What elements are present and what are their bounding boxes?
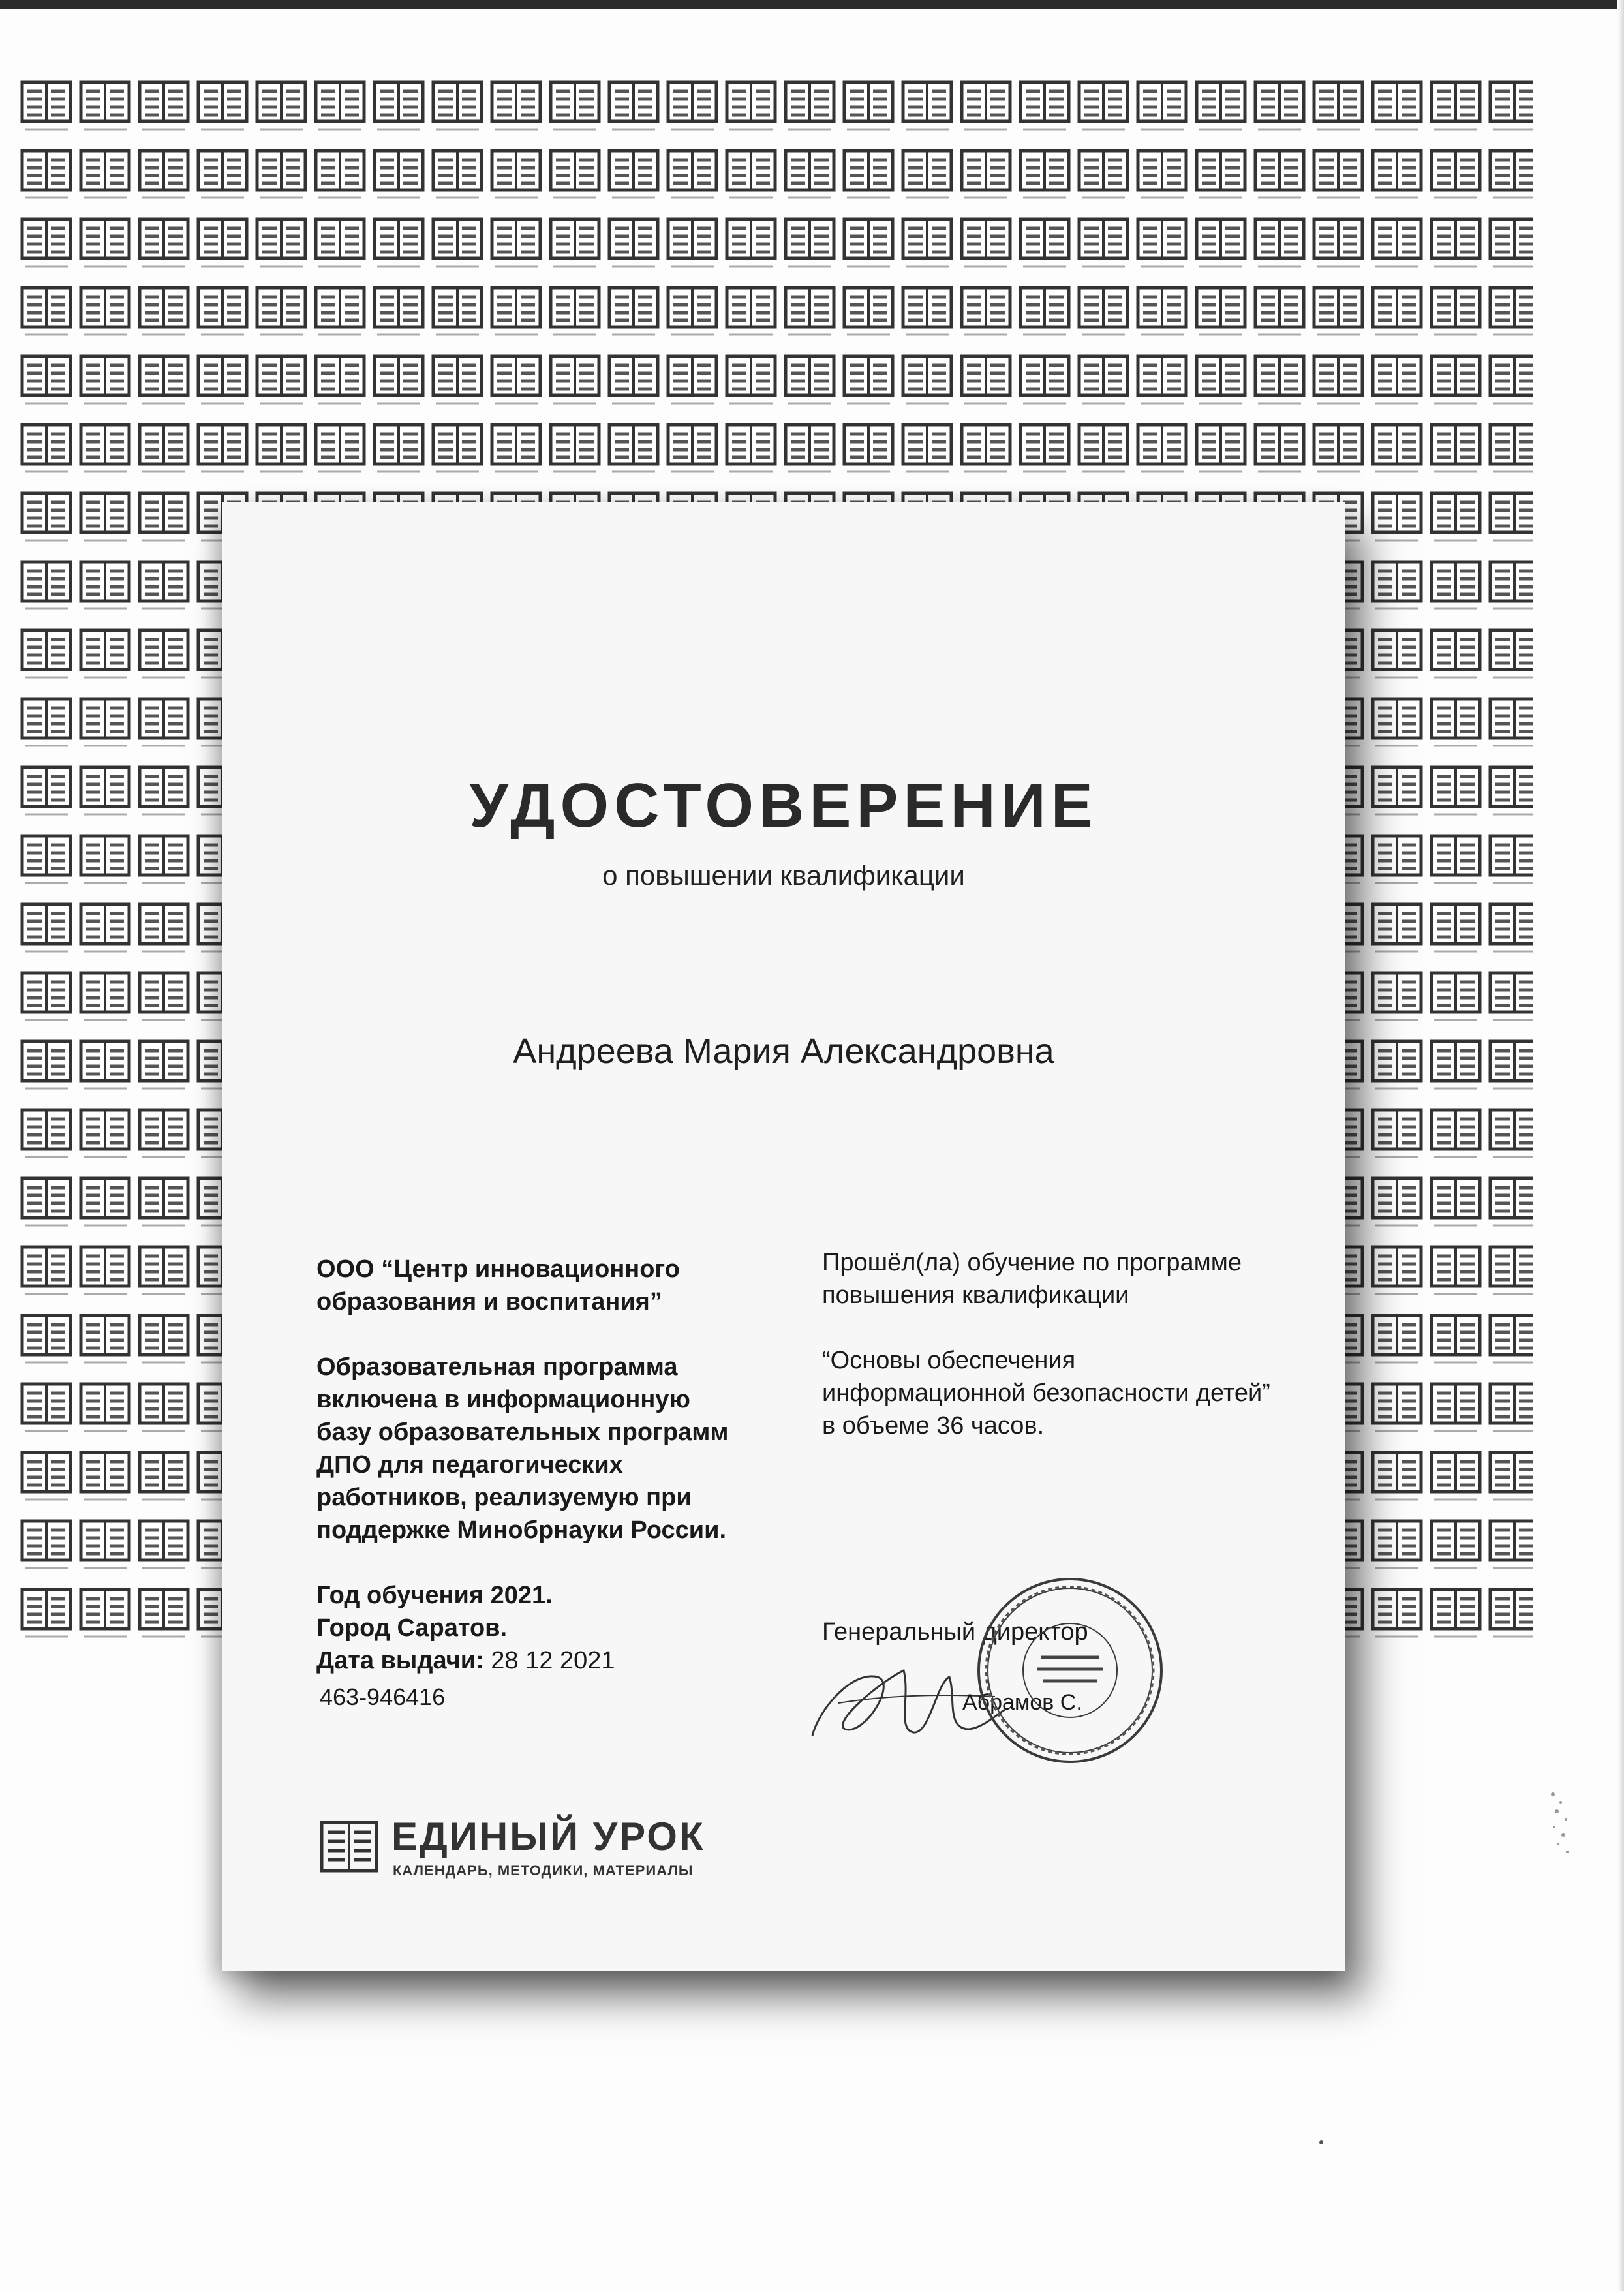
logo-name: ЕДИНЫЙ УРОК — [391, 1815, 705, 1858]
issue-date-label: Дата выдачи: — [316, 1647, 484, 1674]
certificate-title: УДОСТОВЕРЕНИЕ — [469, 771, 1098, 840]
scan-edge-right — [1617, 0, 1624, 2291]
course-title: “Основы обеспечения информационной безопасности детей” в объеме 36 часов. — [822, 1347, 1270, 1439]
issue-date: 28 12 2021 — [491, 1647, 615, 1674]
director-name: Абрамов С. — [962, 1690, 1082, 1715]
scan-specks — [1540, 1788, 1579, 1860]
organization-name: ООО “Центр инновационного образования и воспитания” — [316, 1255, 680, 1315]
scan-dot — [1319, 2140, 1323, 2144]
certificate-subtitle: о повышении квалификации — [602, 860, 965, 891]
recipient-name: Андреева Мария Александровна — [513, 1032, 1054, 1071]
director-title: Генеральный директор — [822, 1618, 1088, 1646]
registration-number: 463-946416 — [320, 1684, 446, 1710]
certificate-card — [222, 502, 1345, 1971]
edinyi-urok-logo — [320, 1814, 776, 1886]
logo-tagline: КАЛЕНДАРЬ, МЕТОДИКИ, МАТЕРИАЛЫ — [393, 1862, 694, 1879]
issue-details — [316, 1579, 786, 1677]
right-column — [822, 1246, 1331, 1442]
open-book-icon — [320, 1821, 378, 1873]
study-year: Год обучения 2021. — [316, 1582, 553, 1609]
completion-text: Прошёл(ла) обучение по программе повышения квалификации — [822, 1249, 1242, 1309]
scan-edge-top — [0, 0, 1624, 9]
city: Город Саратов. — [316, 1614, 508, 1642]
left-column — [316, 1253, 786, 1677]
organization-seal — [972, 1573, 1168, 1768]
issue-date-line — [316, 1644, 786, 1677]
program-note: Образовательная программа включена в информационную базу образовательных программ ДПО для педагогических работников, реализуемую при поддержке Минобрнауки России. — [316, 1353, 729, 1544]
